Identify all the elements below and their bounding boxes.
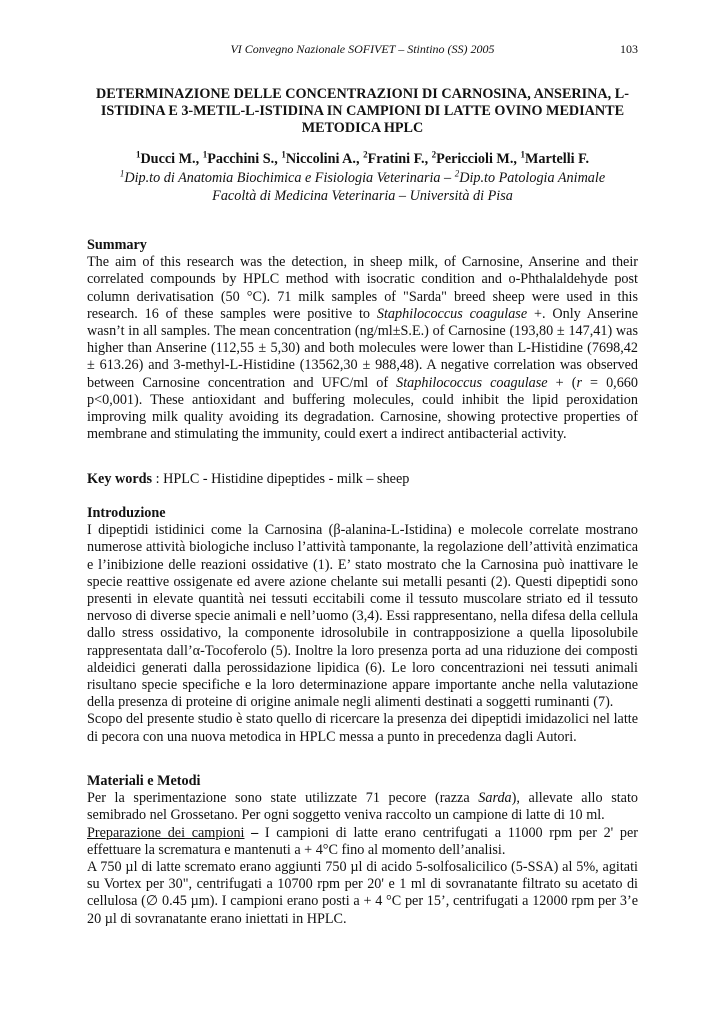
author-list [87,151,638,168]
introduzione-section [87,505,638,746]
running-header: VI Convegno Nazionale SOFIVET – Stintino (SS) 2005 [230,42,495,56]
affiliation-1: Dip.to di Anatomia Biochimica e Fisiologia Veterinaria – [124,170,455,186]
summary-text: The aim of this research was the detection, in sheep milk, of Carnosine, Anserine and their correlated compounds by HPLC method with isocratic condition and o-Phthalaldehyde post column derivatisation (50 °C). 71 milk samples of "Sarda" breed sheep were used in this research. 16 of these samples were positive to Staphilococcus coagulase +. Only Anserine wasn’t in all samples. The mean concentration (ng/ml±S.E.) of Carnosine (193,80 ± 147,41) was higher than Anserine (112,55 ± 5,30) and both molecules were lower than L-Histidine (7698,42 ± 613.26) and 3-methyl-L-Histidine (13562,30 ± 988,48). A negative correlation was observed between Carnosine concentration and UFC/ml of Staphilococcus coagulase + (r = 0,660 p<0,001). These antioxidant and buffering molecules, could inhibit the lipid peroxidation improving milk quality avoiding its degradation. Carnosine, showing protective properties of membrane and stimulating the immunity, could exert a indirect antibacterial activity. [87,254,638,443]
keywords-label: Key words [87,471,153,487]
materiali-heading: Materiali e Metodi [87,773,201,789]
title-line-1: DETERMINAZIONE DELLE CONCENTRAZIONI DI CARNOSINA, ANSERINA, L- [96,86,629,102]
materiali-paragraph-3: A 750 µl di latte scremato erano aggiunti 750 µl di acido 5-solfosalicilico (5-SSA) al 5%, agitati su Vortex per 30", centrifugati a 10700 rpm per 20' e 1 ml di sovranatante filtrato su acetato di cellulosa (∅ 0.45 µm). I campioni erano posti a + 4 °C per 15’, centrifugati a 12000 rpm per 3’e 20 µl di sovranatante erano iniettati in HPLC. [87,859,638,927]
introduzione-paragraph-2: Scopo del presente studio è stato quello di ricercare la presenza dei dipeptidi imidazolici nel latte di pecora con una nuova metodica in HPLC messa a punto in precedenza dagli Autori. [87,711,638,745]
summary-section [87,237,638,443]
introduzione-paragraph-1: I dipeptidi istidinici come la Carnosina (β-alanina-L-Istidina) e molecole correlate mostrano numerose attività biologiche incluso l’attività tamponante, la regolazione dell’attività enzimatica e l’inibizione delle reazioni ossidative (1). E’ stato mostrato che la Carnosina può inattivare le specie reattive ossigenate ed avere azione chelante sui metalli pesanti (2). Questi dipeptidi sono presenti in elevate quantità nei tessuti eccitabili come il tessuto muscolare striato ed il tessuto nervoso di diverse specie animali e nell’uomo (3,4). Essi rappresentano, nella difesa della cellula dallo stress ossidativo, la componente idrosolubile in contrapposizione a quella liposolubile rappresentata dall’α-Tocoferolo (5). Inoltre la loro presenza porta ad una riduzione dei composti aldeidici generati dalla perossidazione lipidica (6). Le loro concentrazioni nei tessuti animali risultano specie specifiche e la loro determinazione appare importante anche nella valutazione della presenza di proteine di origine animale negli alimenti destinati a soggetti ruminanti (7). [87,522,638,711]
author-5: Periccioli M., [436,151,521,167]
materiali-paragraph-1: Per la sperimentazione sono state utilizzate 71 pecore (razza Sarda), allevate allo stato semibrado nel Grossetano. Per ogni soggetto veniva raccolto un campione di latte di 10 ml. [87,790,638,824]
author-1: Ducci M., [140,151,203,167]
author-3: Niccolini A., [285,151,364,167]
summary-heading: Summary [87,237,147,253]
introduzione-heading: Introduzione [87,505,166,521]
author-6: Martelli F. [524,151,590,167]
paper-title [87,86,638,137]
affiliation-2: Dip.to Patologia Animale [459,170,606,186]
affiliation [87,169,638,205]
affiliation-line-2: Facoltà di Medicina Veterinaria – Università di Pisa [212,188,513,204]
title-line-3: METODICA HPLC [301,120,424,136]
author-4: Fratini F., [367,151,432,167]
author-1-affiliation: 1 [135,149,141,160]
author-2-affiliation: 1 [202,149,208,160]
author-5-affiliation: 2 [431,149,437,160]
materiali-section [87,773,638,928]
affiliation-sup-1: 1 [119,168,125,179]
author-4-affiliation: 2 [363,149,368,160]
affiliation-sup-2: 2 [454,168,460,179]
author-3-affiliation: 1 [281,149,286,160]
page-number: 103 [620,42,638,56]
title-line-2: ISTIDINA E 3-METIL-L-ISTIDINA IN CAMPIONI DI LATTE OVINO MEDIANTE [100,103,625,119]
affiliation-line-1 [87,169,638,187]
author-6-affiliation: 1 [520,149,525,160]
preparazione-paragraph: Preparazione dei campioni – I campioni di latte erano centrifugati a 11000 rpm per 2' per effettuare la scrematura e mantenuti a + 4°C fino al momento dell’analisi. [87,824,639,858]
author-2: Pacchini S., [207,151,282,167]
preparazione-label: Preparazione dei campioni [87,824,245,841]
keywords-text: : HPLC - Histidine dipeptides - milk – sheep [152,471,410,487]
keywords-line [87,471,638,488]
